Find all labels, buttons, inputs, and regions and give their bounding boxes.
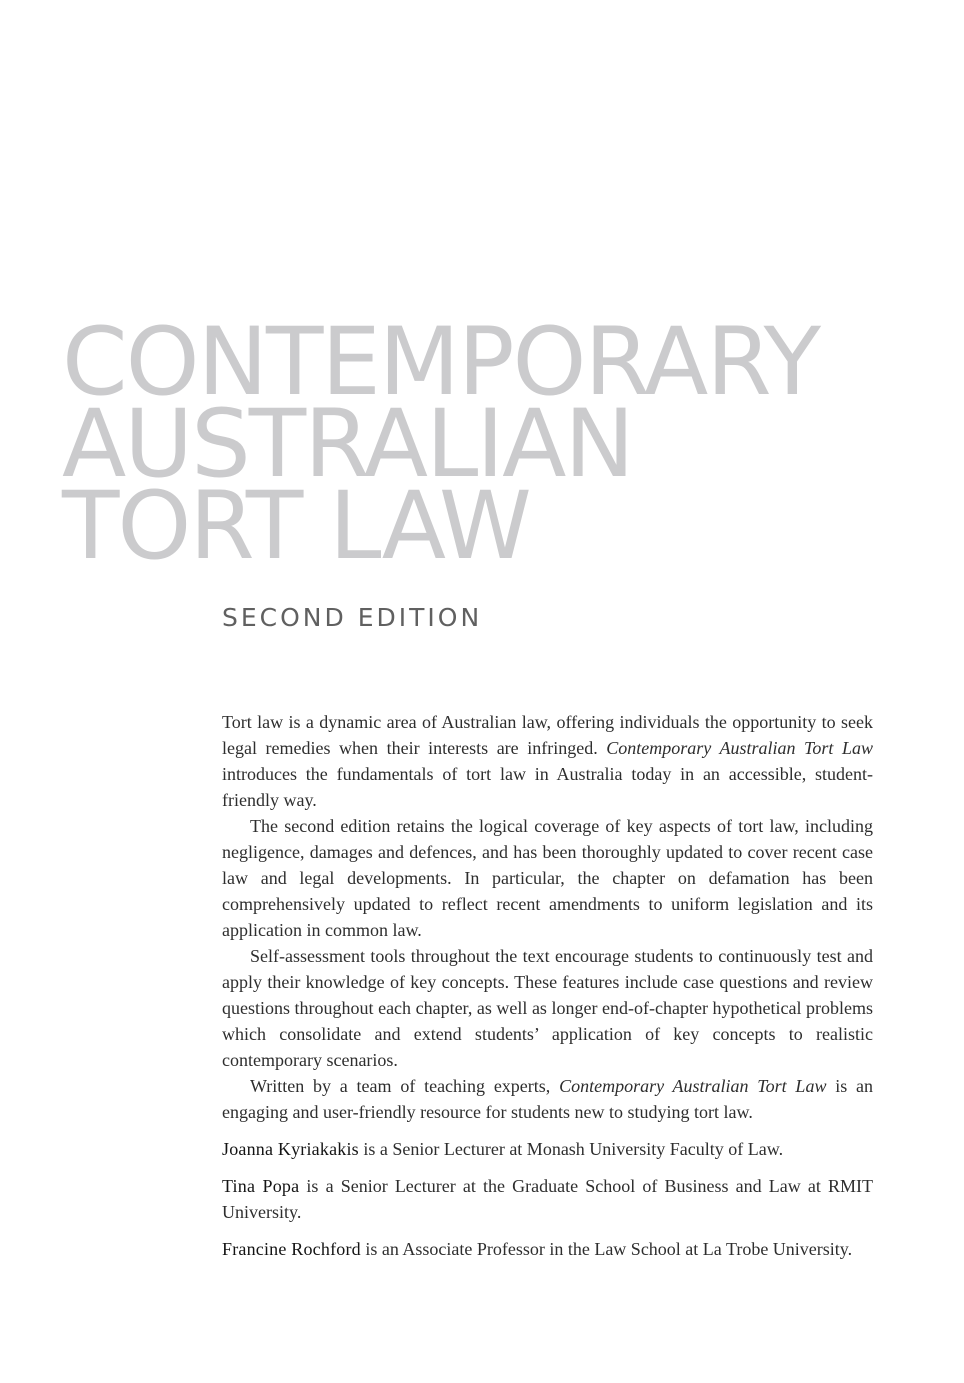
author-bio-1 [222, 1136, 873, 1162]
title-line-2: AUSTRALIAN [62, 390, 633, 499]
blurb-paragraph-4 [222, 1073, 873, 1125]
edition-label: SECOND EDITION [222, 603, 483, 632]
author-bio-3 [222, 1236, 873, 1262]
blurb-paragraph-1 [222, 709, 873, 813]
blurb-section [222, 709, 873, 1262]
blurb-p4-text-a: Written by a team of teaching experts, [250, 1076, 560, 1096]
author-bio-text: is a Senior Lecturer at the Graduate School of Business and Law at RMIT University. [222, 1176, 874, 1222]
title-line-3: TORT LAW [62, 472, 530, 581]
blurb-p1-text-a: Tort law is a dynamic area of Australian law, offering individuals the opportunity to seek legal remedies when their interests are infringed. [222, 712, 873, 758]
blurb-p1-text-b: introduces the fundamentals of tort law in Australia today in an accessible, student-friendly way. [222, 764, 873, 810]
blurb-paragraph-3: Self-assessment tools throughout the text encourage students to continuously test and apply their knowledge of key concepts. These features include case questions and review questions throughout each chapter, as well as longer end-of-chapter hypothetical problems which consolidate and extend students’ application of key concepts to realistic contemporary scenarios. [222, 946, 873, 1070]
blurb-p1-book-title: Contemporary Australian Tort Law [606, 738, 873, 758]
blurb-p4-text-b: is an engaging and user-friendly resource for students new to studying tort law. [222, 1076, 873, 1122]
book-title [62, 308, 942, 581]
author-name: Tina Popa [222, 1176, 300, 1196]
author-bio-2 [222, 1173, 873, 1225]
author-bio-text: is an Associate Professor in the Law School at La Trobe University. [360, 1239, 853, 1259]
blurb-p4-book-title: Contemporary Australian Tort Law [559, 1076, 827, 1096]
author-bio-text: is a Senior Lecturer at Monash University Faculty of Law. [358, 1139, 784, 1159]
blurb-paragraph-2: The second edition retains the logical coverage of key aspects of tort law, including negligence, damages and defences, and has been thoroughly updated to cover recent case law and legal developments. In particular, the chapter on defamation has been comprehensively updated to reflect recent amendments to uniform legislation and its application in common law. [222, 816, 873, 940]
author-name: Francine Rochford [222, 1239, 361, 1259]
author-name: Joanna Kyriakakis [222, 1139, 359, 1159]
title-line-1: CONTEMPORARY [62, 308, 820, 417]
